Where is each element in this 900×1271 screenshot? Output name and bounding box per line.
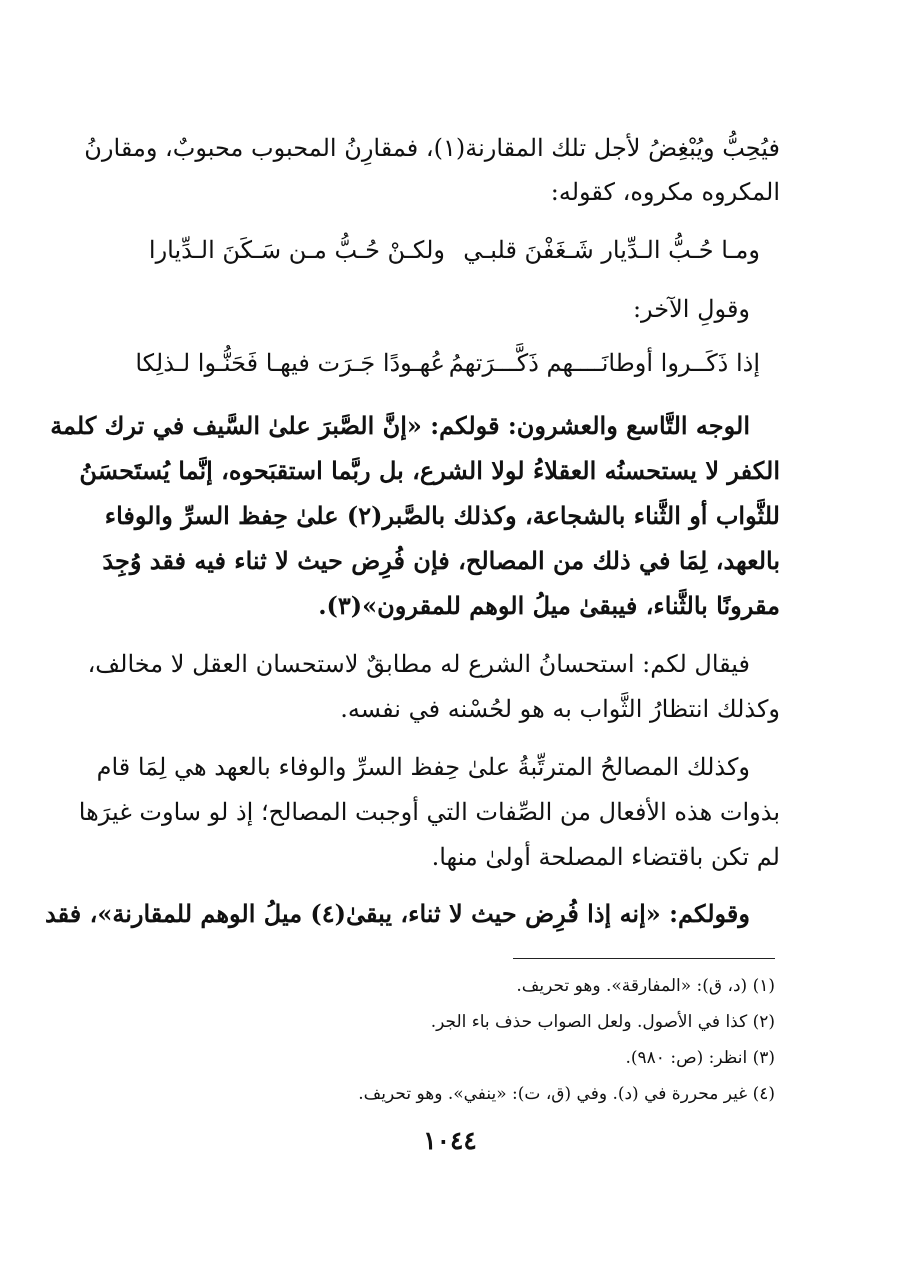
body-line: مقرونًا بالثَّناء، فيبقىٰ ميلُ الوهم للمقرون»(٣). <box>318 591 780 620</box>
verse-2-first-hemistich: إذا ذَكَــروا أوطانَــــهم ذَكَّـــرَتهمُ <box>448 349 760 377</box>
body-line: لم تكن باقتضاء المصلحة أولىٰ منها. <box>431 843 780 871</box>
verse-1-first-hemistich: ومـا حُـبُّ الـدِّيار شَـغَفْنَ قلبـي <box>463 236 760 264</box>
body-line: الكفر لا يستحسنُه العقلاءُ لولا الشرع، بل ربَّما استقبَحوه، إنَّما يُستَحسَنُ <box>79 456 780 485</box>
body-line: بذوات هذه الأفعال من الصِّفات التي أوجبت المصالح؛ إذ لو ساوت غيرَها <box>78 798 780 826</box>
page-number: ١٠٤٤ <box>423 1126 477 1155</box>
body-line: بالعهد، لِمَا في ذلك من المصالح، فإن فُرِض حيث لا ثناء فيه فقد وُجِدَ <box>102 546 780 575</box>
body-line: فيقال لكم: استحسانُ الشرع له مطابقٌ لاستحسان العقل لا مخالف، <box>87 650 750 678</box>
footnote: (٣) انظر: (ص: ٩٨٠). <box>625 1048 775 1068</box>
footnote: (١) (د، ق): «المفارقة». وهو تحريف. <box>516 976 775 996</box>
verse-1-second-hemistich: ولكـنْ حُـبُّ مـن سَـكَنَ الـدِّيارا <box>148 236 445 264</box>
body-line: وقولكم: «إنه إذا فُرِض حيث لا ثناء، يبقىٰ(٤) ميلُ الوهم للمقارنة»، فقد <box>45 899 750 928</box>
body-line: وقولِ الآخر: <box>632 295 750 323</box>
body-line: للثَّواب أو الثَّناء بالشجاعة، وكذلك بالصَّبر(٢) علىٰ حِفظ السرِّ والوفاء <box>104 501 780 530</box>
footnote: (٤) غير محررة في (د). وفي (ق، ت): «ينفي». وهو تحريف. <box>358 1084 775 1104</box>
body-line: وكذلك المصالحُ المترتِّبةُ علىٰ حِفظ السرِّ والوفاء بالعهد هي لِمَا قام <box>96 753 750 781</box>
body-line: الوجه التَّاسع والعشرون: قولكم: «إنَّ الصَّبرَ علىٰ السَّيف في ترك كلمة <box>50 411 750 440</box>
body-line: وكذلك انتظارُ الثَّواب به هو لحُسْنه في نفسه. <box>340 695 780 723</box>
footnote: (٢) كذا في الأصول. ولعل الصواب حذف باء الجر. <box>430 1012 775 1032</box>
body-line: فيُحِبُّ ويُبْغِضُ لأجل تلك المقارنة(١)، فمقارِنُ المحبوب محبوبٌ، ومقارنُ <box>84 134 780 162</box>
footnote-separator <box>513 958 775 959</box>
body-line: المكروه مكروه، كقوله: <box>550 178 780 206</box>
verse-2-second-hemistich: عُهـودًا جَـرَت فيهـا فَحَنُّـوا لـذلِكا <box>135 349 445 377</box>
